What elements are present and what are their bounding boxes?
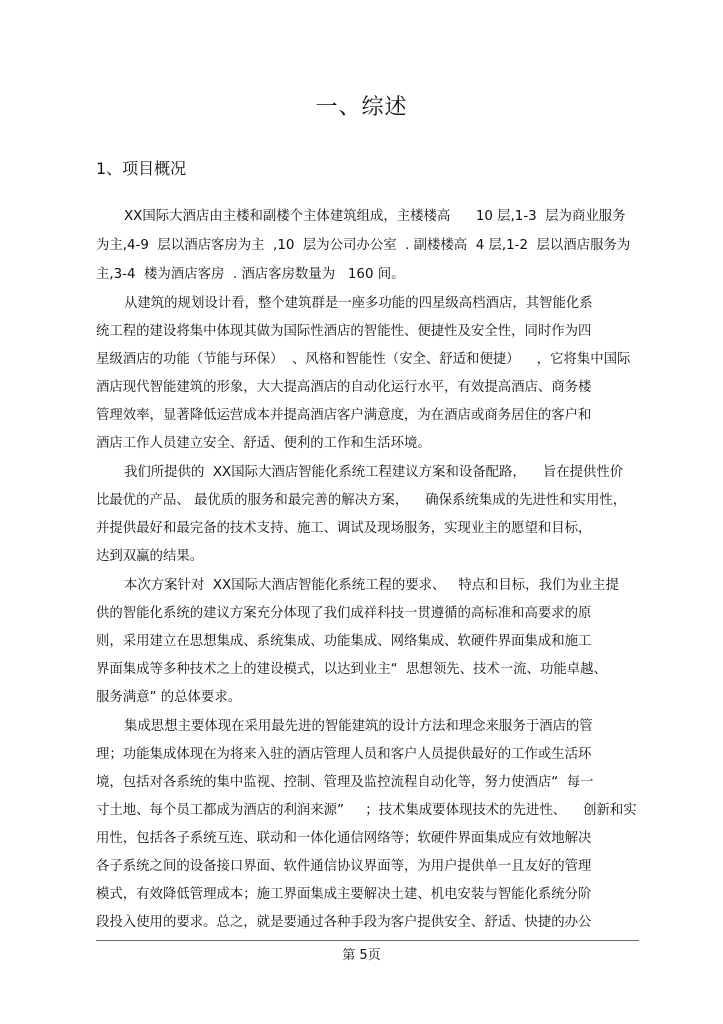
paragraph-line: 比最优的产品、 最优质的服务和最完善的解决方案， 确保系统集成的先进性和实用性， xyxy=(96,493,627,508)
page-title: 一、综述 xyxy=(315,95,408,120)
paragraph-line: 管理效率，显著降低运营成本并提高酒店客户满意度，为在酒店或商务居住的客户和 xyxy=(96,408,592,423)
paragraph-line: 集成思想主要体现在采用最先进的智能建筑的设计方法和理念来服务于酒店的管 xyxy=(124,719,593,734)
paragraph-line: 为主,4-9 层以酒店客房为主 ,10 层为公司办公室 . 副楼楼高 4 层,1-2 层以酒店服务为 xyxy=(96,238,631,253)
paragraph-line: 各子系统之间的设备接口界面、软件通信协议界面等，为用户提供单一且友好的管理 xyxy=(96,859,592,874)
paragraph-line: 并提供最好和最完备的技术支持、施工、调试及现场服务，实现业主的愿望和目标， xyxy=(96,521,592,536)
paragraph-line: 达到双赢的结果。 xyxy=(96,549,204,564)
paragraph-line: 用性，包括各子系统互连、联动和一体化通信网络等；软硬件界面集成应有效地解决 xyxy=(96,831,592,846)
paragraph-line: 境，包括对各系统的集中监视、控制、管理及监控流程自动化等，努力使酒店“ 每一 xyxy=(96,775,594,790)
paragraph-line: 段投入使用的要求。总之，就是要通过各种手段为客户提供安全、舒适、快捷的办公 xyxy=(96,915,592,930)
paragraph-line: 星级酒店的功能（节能与环保） 、风格和智能性（安全、舒适和便捷） ，它将集中国际 xyxy=(96,352,631,367)
paragraph-line: 界面集成等多种技术之上的建设模式，以达到业主“ 思想领先、技术一流、功能卓越、 xyxy=(96,662,607,677)
paragraph-line: 模式，有效降低管理成本；施工界面集成主要解决土建、机电安装与智能化系统分阶 xyxy=(96,887,592,902)
paragraph-line: 则，采用建立在思想集成、系统集成、功能集成、网络集成、软硬件界面集成和施工 xyxy=(96,634,592,649)
paragraph-line: 本次方案针对 XX国际大酒店智能化系统工程的要求、 特点和目标，我们为业主提 xyxy=(124,578,619,593)
paragraph-line: 我们所提供的 XX国际大酒店智能化系统工程建议方案和设备配路， 旨在提供性价 xyxy=(124,465,624,480)
paragraph-line: 酒店工作人员建立安全、舒适、便利的工作和生活环境。 xyxy=(96,436,431,451)
paragraph-line: 供的智能化系统的建议方案充分体现了我们成祥科技一贯遵循的高标准和高要求的原 xyxy=(96,606,592,621)
page-number: 第 5页 xyxy=(342,948,381,963)
paragraph-line: 统工程的建设将集中体现其做为国际性酒店的智能性、便捷性及安全性，同时作为四 xyxy=(96,324,592,339)
paragraph-line: 寸土地、每个员工都成为酒店的利润来源” ；技术集成要体现技术的先进性、 创新和实 xyxy=(96,803,637,818)
paragraph-line: 理；功能集成体现在为将来入驻的酒店管理人员和客户人员提供最好的工作或生活环 xyxy=(96,747,592,762)
paragraph-line: 主,3-4 楼为酒店客房 . 酒店客房数量为 160 间。 xyxy=(96,267,405,282)
paragraph-line: 服务满意” 的总体要求。 xyxy=(96,690,242,705)
section-heading: 1、项目概况 xyxy=(96,159,187,178)
footer-divider xyxy=(96,940,639,941)
paragraph-line: 从建筑的规划设计看，整个建筑群是一座多功能的四星级高档酒店，其智能化系 xyxy=(124,296,593,311)
paragraph-line: XX国际大酒店由主楼和副楼个主体建筑组成，主楼楼高 10 层,1-3 层为商业服务 xyxy=(124,209,626,224)
paragraph-line: 酒店现代智能建筑的形象，大大提高酒店的自动化运行水平，有效提高酒店、商务楼 xyxy=(96,380,592,395)
